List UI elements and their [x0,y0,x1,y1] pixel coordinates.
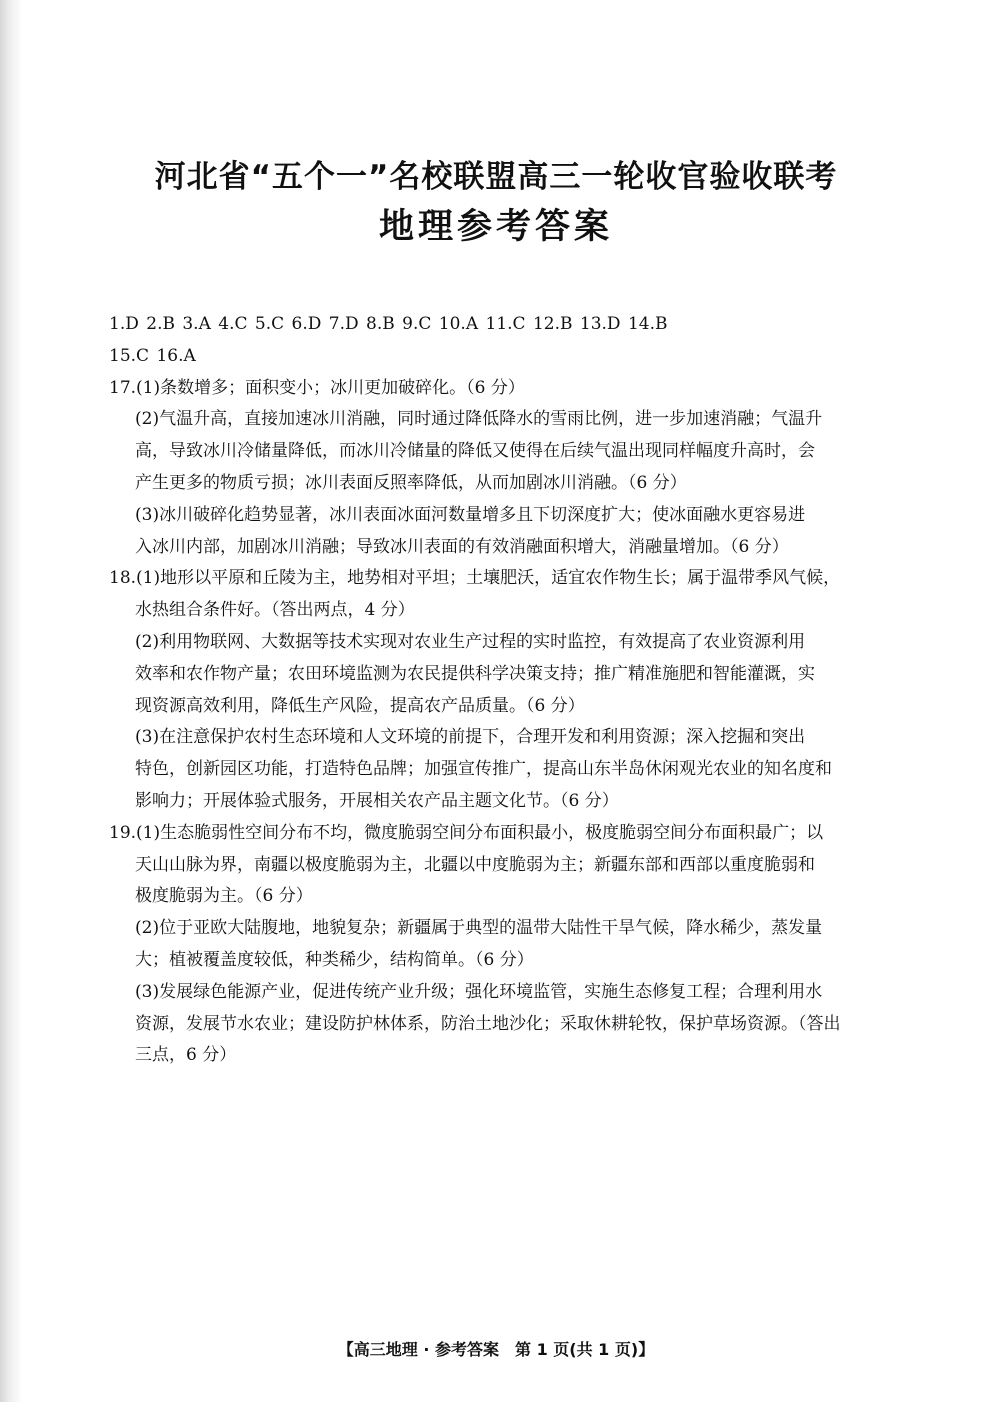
choice-answers-line-1: 1.D 2.B 3.A 4.C 5.C 6.D 7.D 8.B 9.C 10.A 11.C 12.B 13.D 14.B [109,314,668,334]
q18-part-3-line-2: 特色，创新园区功能，打造特色品牌；加强宣传推广，提高山东半岛休闲观光农业的知名度和 [135,759,832,780]
q19-part-3-line-2: 资源，发展节水农业；建设防护林体系，防治土地沙化；采取休耕轮牧，保护草场资源。（答出 [135,1013,841,1034]
q18-part-2-line-1: (2)利用物联网、大数据等技术实现对农业生产过程的实时监控，有效提高了农业资源利用 [135,631,806,652]
q18-part-2-line-3: 现资源高效利用，降低生产风险，提高农产品质量。（6 分） [135,695,585,716]
q17-part-1: 17.(1)条数增多；面积变小；冰川更加破碎化。（6 分） [109,377,525,398]
q18-part-1-line-1: 18.(1)地形以平原和丘陵为主，地势相对平坦；土壤肥沃，适宜农作物生长；属于温带季风气候， [109,568,841,589]
question-17 [0,373,992,564]
q17-part-3-line-2: 入冰川内部，加剧冰川消融；导致冰川表面的有效消融面积增大，消融量增加。（6 分） [135,536,789,557]
question-18 [0,563,992,817]
choice-answers [0,309,992,373]
question-19 [0,818,992,1072]
q19-part-1-line-1: 19.(1)生态脆弱性空间分布不均，微度脆弱空间分布面积最小，极度脆弱空间分布面积最广；以 [109,822,824,843]
q18-part-2-line-2: 效率和农作物产量；农田环境监测为农民提供科学决策支持；推广精准施肥和智能灌溉，实 [135,663,815,684]
q19-part-2-line-1: (2)位于亚欧大陆腹地，地貌复杂；新疆属于典型的温带大陆性干旱气候，降水稀少，蒸发量 [135,918,823,939]
q19-part-3-line-1: (3)发展绿色能源产业，促进传统产业升级；强化环境监管，实施生态修复工程；合理利用水 [135,981,823,1002]
q18-part-3-line-3: 影响力；开展体验式服务，开展相关农产品主题文化节。（6 分） [135,790,619,811]
answer-body [0,309,992,1072]
q19-part-1-line-3: 极度脆弱为主。（6 分） [135,886,313,907]
q18-part-1-line-2: 水热组合条件好。（答出两点，4 分） [135,600,415,621]
q17-part-2-line-1: (2)气温升高，直接加速冰川消融，同时通过降低降水的雪雨比例，进一步加速消融；气温升 [135,409,823,430]
q19-part-2-line-2: 大；植被覆盖度较低，种类稀少，结构简单。（6 分） [135,949,534,970]
answer-key-title: 地理参考答案 [378,207,613,247]
q19-part-1-line-2: 天山山脉为界，南疆以极度脆弱为主，北疆以中度脆弱为主；新疆东部和西部以重度脆弱和 [135,854,815,875]
q19-part-3-line-3: 三点，6 分） [135,1045,237,1066]
q17-part-2-line-3: 产生更多的物质亏损；冰川表面反照率降低，从而加剧冰川消融。（6 分） [135,472,687,493]
choice-answers-line-2: 15.C 16.A [109,345,196,366]
exam-title: 河北省“五个一”名校联盟高三一轮收官验收联考 [154,159,838,195]
page-footer: 【高三地理 · 参考答案 第 1 页(共 1 页)】 [337,1340,655,1359]
q18-part-3-line-1: (3)在注意保护农村生态环境和人文环境的前提下，合理开发和利用资源；深入挖掘和突出 [135,727,806,748]
q17-part-3-line-1: (3)冰川破碎化趋势显著，冰川表面冰面河数量增多且下切深度扩大；使冰面融水更容易进 [135,504,806,525]
q17-part-2-line-2: 高，导致冰川冷储量降低，而冰川冷储量的降低又使得在后续气温出现同样幅度升高时，会 [135,441,815,462]
